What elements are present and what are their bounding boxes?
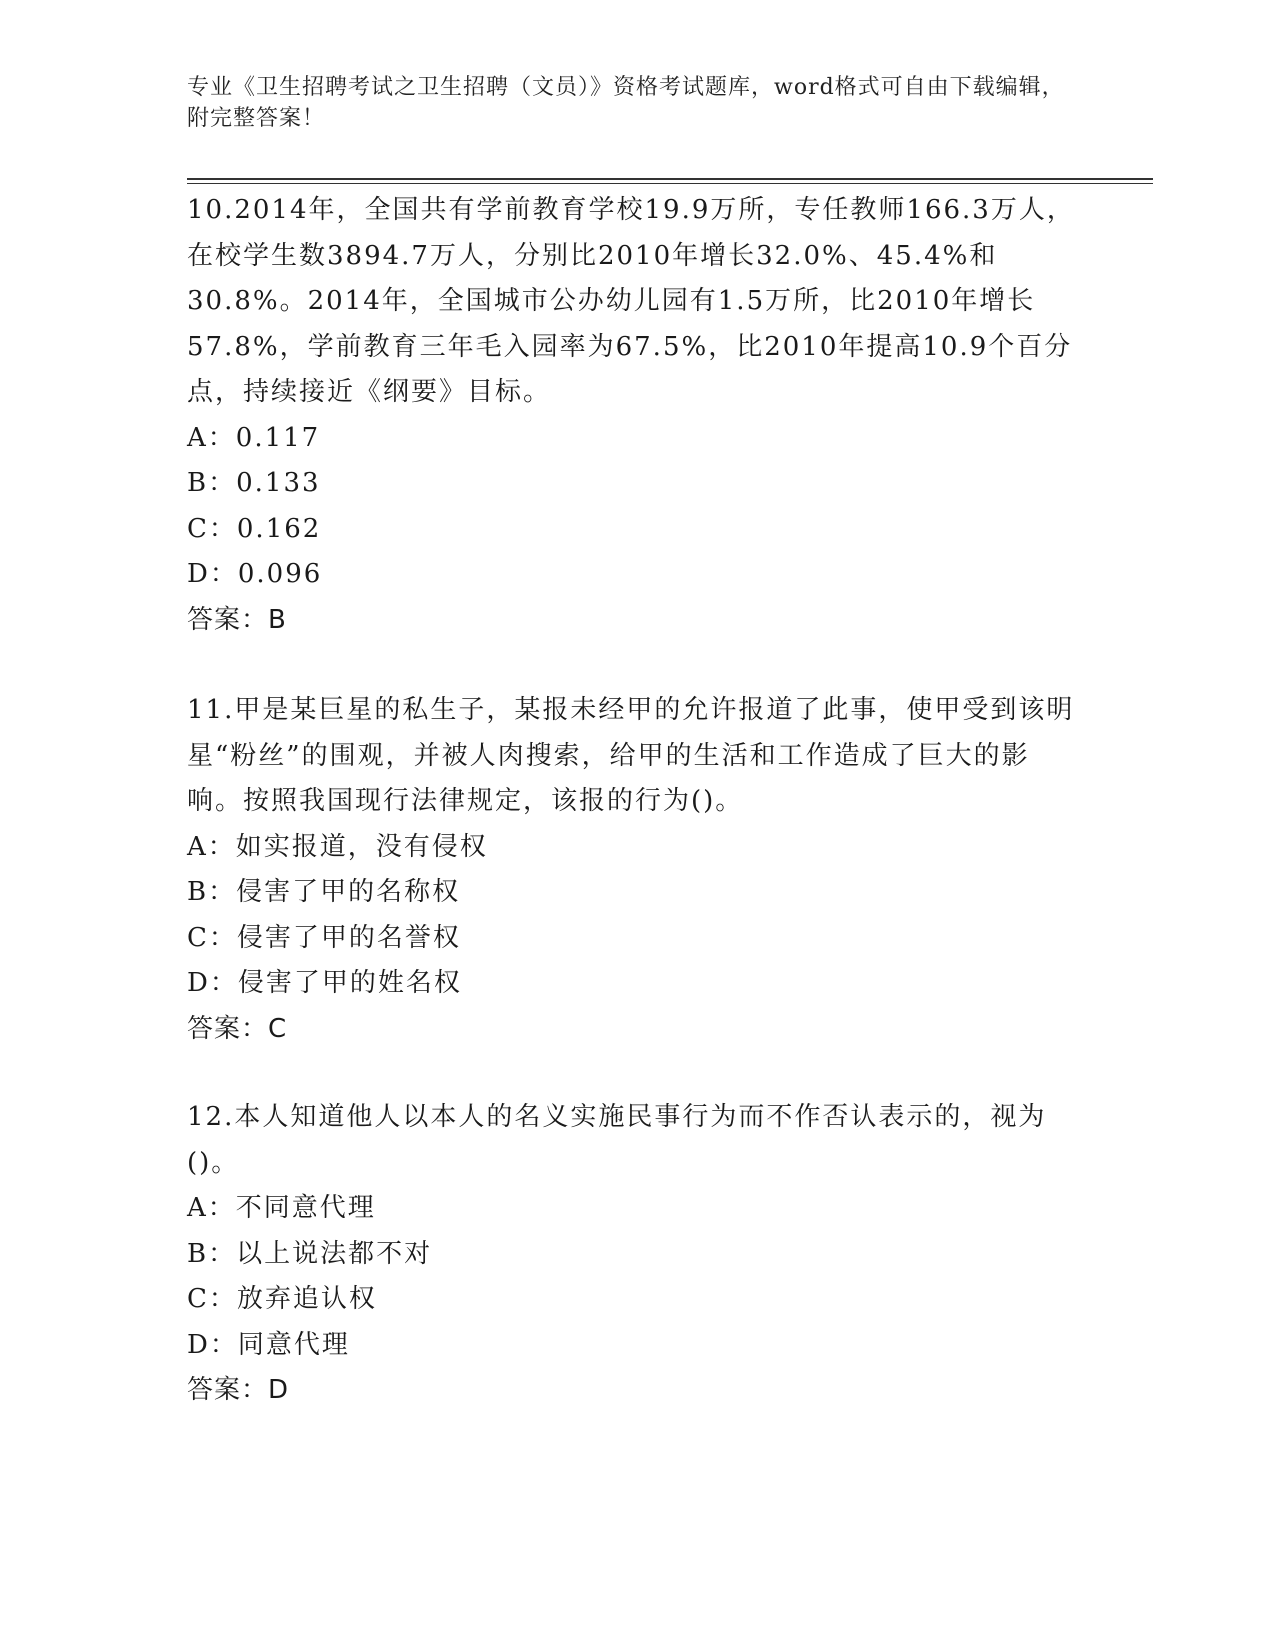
question-10 — [187, 188, 1077, 643]
option-b: B：0.133 — [187, 468, 321, 498]
option-d: D：0.096 — [187, 559, 323, 589]
option-b: B：以上说法都不对 — [187, 1238, 433, 1269]
option-d: D：侵害了甲的姓名权 — [187, 968, 462, 998]
option-c: C：0.162 — [187, 513, 322, 544]
answer-line: 答案：B — [187, 604, 287, 635]
option-c: C：放弃追认权 — [187, 1284, 377, 1314]
option-a: A：不同意代理 — [187, 1193, 376, 1223]
document-header: 专业《卫生招聘考试之卫生招聘（文员）》资格考试题库，word格式可自由下载编辑，附完整答案！ — [187, 75, 1065, 131]
header-divider-thick — [187, 178, 1153, 180]
answer-line: 答案：C — [187, 1013, 288, 1044]
option-b: B：侵害了甲的名称权 — [187, 877, 461, 907]
question-text: 10.2014年，全国共有学前教育学校19.9万所，专任教师166.3万人，在校学生数3894.7万人，分别比2010年增长32.0%、45.4%和30.8%。2014年，全国城市公办幼儿园有1.5万所，比2010年增长57.8%，学前教育三年毛入园率为67.5%，比2010年提高10.9个百分点，持续接近《纲要》目标。 — [187, 195, 1075, 407]
question-text: 11.甲是某巨星的私生子，某报未经甲的允许报道了此事，使甲受到该明星“粉丝”的围观，并被人肉搜索，给甲的生活和工作造成了巨大的影响。按照我国现行法律规定，该报的行为()。 — [187, 695, 1075, 816]
option-a: A：0.117 — [187, 422, 321, 453]
option-c: C：侵害了甲的名誉权 — [187, 922, 461, 953]
header-divider-thin — [187, 183, 1153, 184]
option-d: D：同意代理 — [187, 1329, 350, 1360]
option-a: A：如实报道，没有侵权 — [187, 831, 488, 862]
question-11 — [187, 688, 1077, 1052]
question-12 — [187, 1095, 1077, 1414]
answer-line: 答案：D — [187, 1375, 290, 1405]
question-text: 12.本人知道他人以本人的名义实施民事行为而不作否认表示的，视为()。 — [187, 1102, 1047, 1178]
